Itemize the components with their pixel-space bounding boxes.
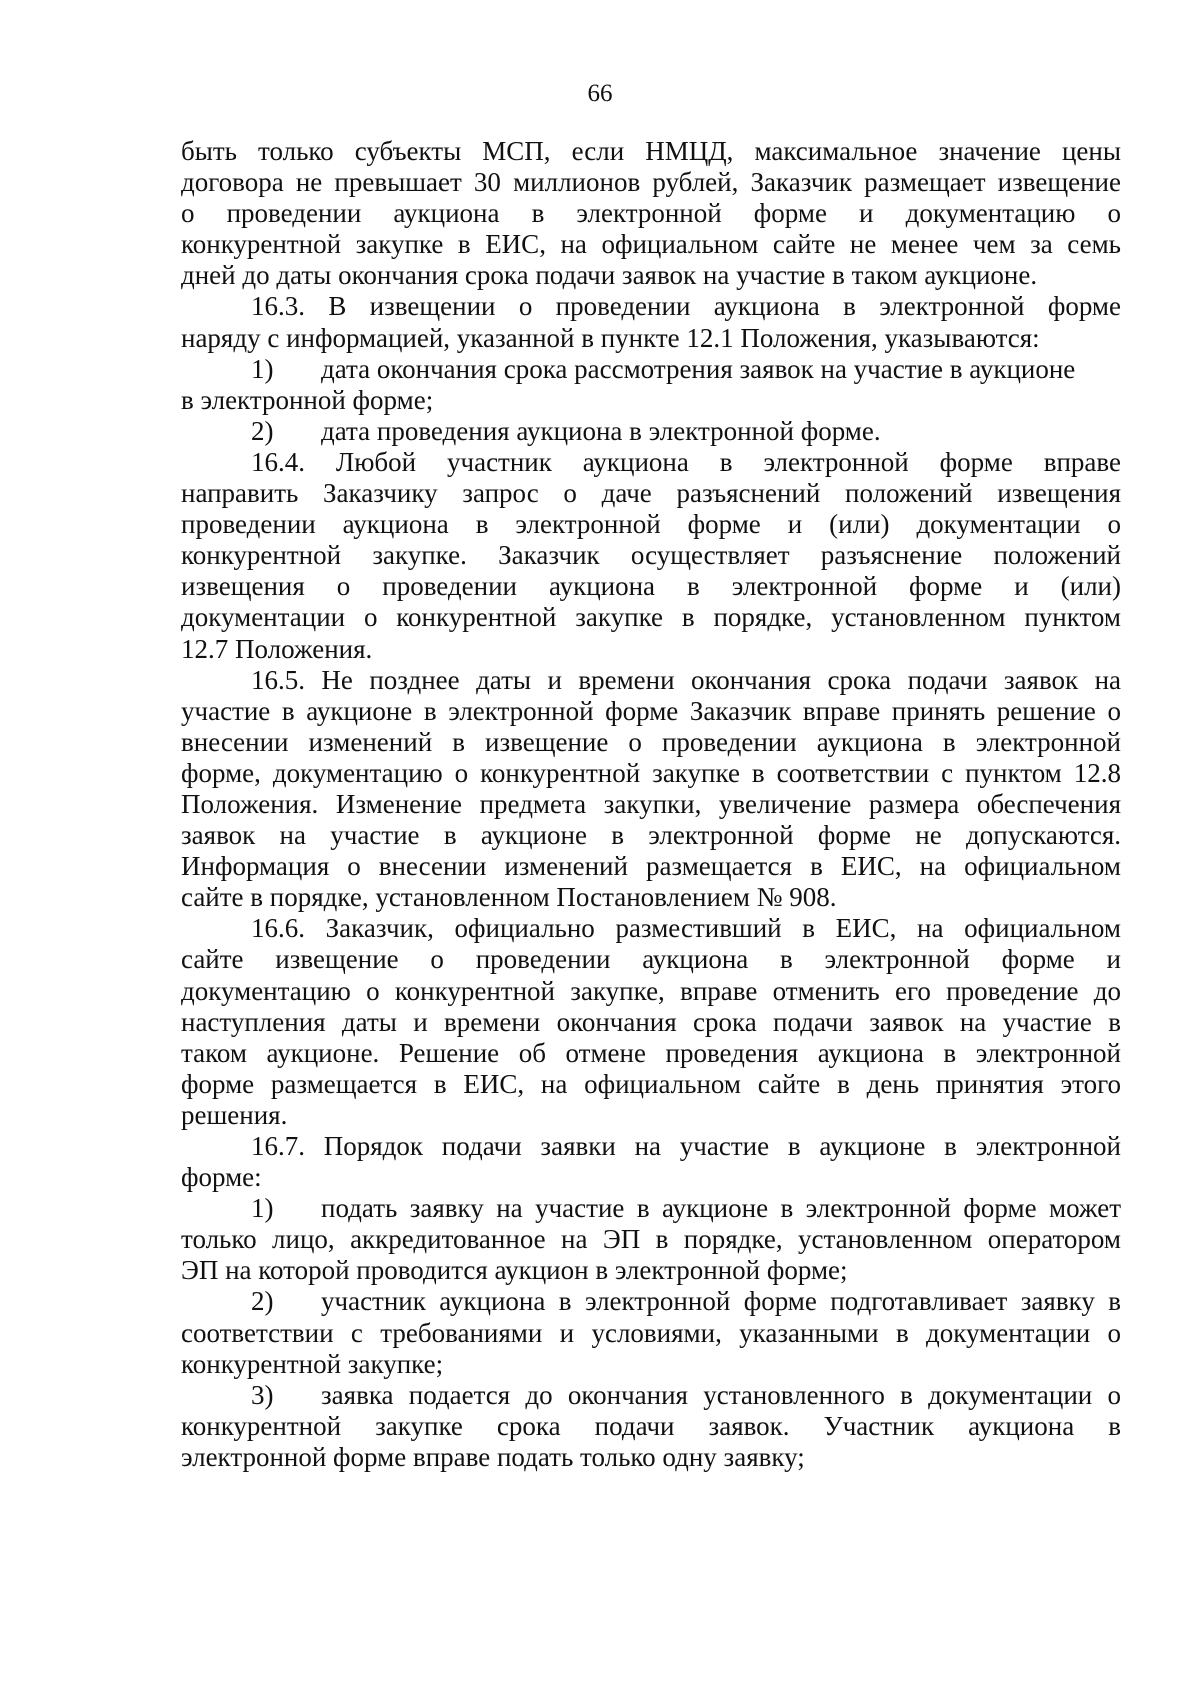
- line-text: 16.6. Заказчик, официально разместивший в ЕИС, на официальном: [251, 913, 1121, 944]
- line-text: заявка подается до окончания установленного в документации о: [321, 1379, 1121, 1410]
- list-number: 2): [251, 415, 274, 446]
- line-text: быть только субъекты МСП, если НМЦД, максимальное значение цены: [181, 136, 1121, 166]
- text-line: [181, 323, 1121, 354]
- line-text: сайте извещение о проведении аукциона в электронной форме и: [181, 944, 1121, 975]
- text-line: [181, 1286, 1121, 1317]
- text-line: [181, 1131, 1121, 1162]
- text-line: [181, 136, 1121, 167]
- line-text: наряду с информацией, указанной в пункте 12.1 Положения, указываются:: [181, 322, 1040, 353]
- text-line: [181, 1255, 1121, 1286]
- line-text: дней до даты окончания срока подачи заявок на участие в таком аукционе.: [181, 260, 1038, 291]
- text-line: [181, 1069, 1121, 1100]
- text-line: [181, 882, 1121, 913]
- line-text: дата проведения аукциона в электронной форме.: [321, 415, 881, 446]
- text-line: [181, 944, 1121, 975]
- line-text: соответствии с требованиями и условиями, указанными в документации о: [181, 1317, 1121, 1348]
- line-text: таком аукционе. Решение об отмене проведения аукциона в электронной: [181, 1037, 1121, 1068]
- line-text: форме:: [181, 1162, 262, 1193]
- line-text: договора не превышает 30 миллионов рублей, Заказчик размещает извещение: [181, 167, 1121, 198]
- line-text: участник аукциона в электронной форме подготавливает заявку в: [321, 1286, 1121, 1317]
- text-line: [181, 571, 1121, 602]
- list-number: 2): [251, 1286, 274, 1317]
- text-line: [181, 1162, 1121, 1193]
- text-line: [181, 509, 1121, 540]
- text-line: [181, 1193, 1121, 1224]
- text-line: [181, 540, 1121, 571]
- text-line: [181, 1349, 1121, 1380]
- text-line: [181, 229, 1121, 260]
- line-text: 16.7. Порядок подачи заявки на участие в аукционе в электронной: [251, 1131, 1121, 1161]
- text-line: [181, 789, 1121, 820]
- line-text: дата окончания срока рассмотрения заявок на участие в аукционе: [321, 353, 1076, 384]
- text-line: [181, 385, 1121, 416]
- line-text: электронной форме вправе подать только одну заявку;: [181, 1441, 805, 1472]
- line-text: форме, документацию о конкурентной закупке в соответствии с пунктом 12.8: [181, 757, 1121, 788]
- text-line: [181, 354, 1121, 385]
- text-line: [181, 1380, 1121, 1411]
- list-number: 1): [251, 1193, 274, 1224]
- list-number: 3): [251, 1379, 274, 1410]
- text-line: [181, 976, 1121, 1007]
- text-line: [181, 851, 1121, 882]
- line-text: подать заявку на участие в аукционе в электронной форме может: [321, 1193, 1121, 1224]
- line-text: направить Заказчику запрос о даче разъяснений положений извещения: [181, 478, 1121, 509]
- text-line: [181, 913, 1121, 944]
- line-text: наступления даты и времени окончания срока подачи заявок на участие в: [181, 1006, 1121, 1037]
- line-text: конкурентной закупке;: [181, 1348, 444, 1379]
- text-line: [181, 634, 1121, 665]
- line-text: 16.5. Не позднее даты и времени окончания срока подачи заявок на: [251, 664, 1121, 695]
- text-line: [181, 1100, 1121, 1131]
- text-line: [181, 820, 1121, 851]
- line-text: конкурентной закупке. Заказчик осуществляет разъяснение положений: [181, 540, 1121, 571]
- text-line: [181, 198, 1121, 229]
- line-text: только лицо, аккредитованное на ЭП в порядке, установленном оператором: [181, 1224, 1121, 1255]
- line-text: решения.: [181, 1099, 288, 1130]
- text-line: [181, 696, 1121, 727]
- line-text: в электронной форме;: [181, 384, 434, 415]
- text-line: [181, 602, 1121, 633]
- line-text: о проведении аукциона в электронной форме и документацию о: [181, 198, 1121, 229]
- line-text: 12.7 Положения.: [181, 633, 373, 664]
- line-text: внесении изменений в извещение о проведении аукциона в электронной: [181, 726, 1121, 757]
- text-line: [181, 1442, 1121, 1473]
- text-line: [181, 758, 1121, 789]
- line-text: 16.4. Любой участник аукциона в электронной форме вправе: [251, 446, 1121, 477]
- text-line: [181, 1038, 1121, 1069]
- list-number: 1): [251, 353, 274, 384]
- line-text: Положения. Изменение предмета закупки, увеличение размера обеспечения: [181, 788, 1121, 819]
- line-text: конкурентной закупке срока подачи заявок. Участник аукциона в: [181, 1410, 1121, 1441]
- text-line: [181, 1411, 1121, 1442]
- text-line: [181, 727, 1121, 758]
- text-line: [181, 291, 1121, 322]
- line-text: сайте в порядке, установленном Постановлением № 908.: [181, 882, 837, 913]
- line-text: участие в аукционе в электронной форме Заказчик вправе принять решение о: [181, 695, 1121, 726]
- text-line: [181, 260, 1121, 291]
- line-text: заявок на участие в аукционе в электронной форме не допускаются.: [181, 820, 1121, 851]
- line-text: документацию о конкурентной закупке, вправе отменить его проведение до: [181, 975, 1121, 1006]
- line-text: извещения о проведении аукциона в электронной форме и (или): [181, 571, 1121, 602]
- text-line: [181, 447, 1121, 478]
- text-line: [181, 665, 1121, 696]
- text-line: [181, 416, 1121, 447]
- line-text: форме размещается в ЕИС, на официальном сайте в день принятия этого: [181, 1068, 1121, 1099]
- text-line: [181, 478, 1121, 509]
- document-body: [181, 136, 1121, 1473]
- text-line: [181, 1318, 1121, 1349]
- line-text: проведении аукциона в электронной форме и (или) документации о: [181, 509, 1121, 540]
- line-text: 16.3. В извещении о проведении аукциона в электронной форме: [251, 291, 1121, 322]
- line-text: конкурентной закупке в ЕИС, на официальном сайте не менее чем за семь: [181, 229, 1121, 260]
- text-line: [181, 1224, 1121, 1255]
- line-text: ЭП на которой проводится аукцион в электронной форме;: [181, 1255, 848, 1286]
- page-number: 66: [587, 80, 613, 107]
- text-line: [181, 167, 1121, 198]
- line-text: Информация о внесении изменений размещается в ЕИС, на официальном: [181, 851, 1121, 882]
- line-text: документации о конкурентной закупке в порядке, установленном пунктом: [181, 602, 1121, 633]
- text-line: [181, 1007, 1121, 1038]
